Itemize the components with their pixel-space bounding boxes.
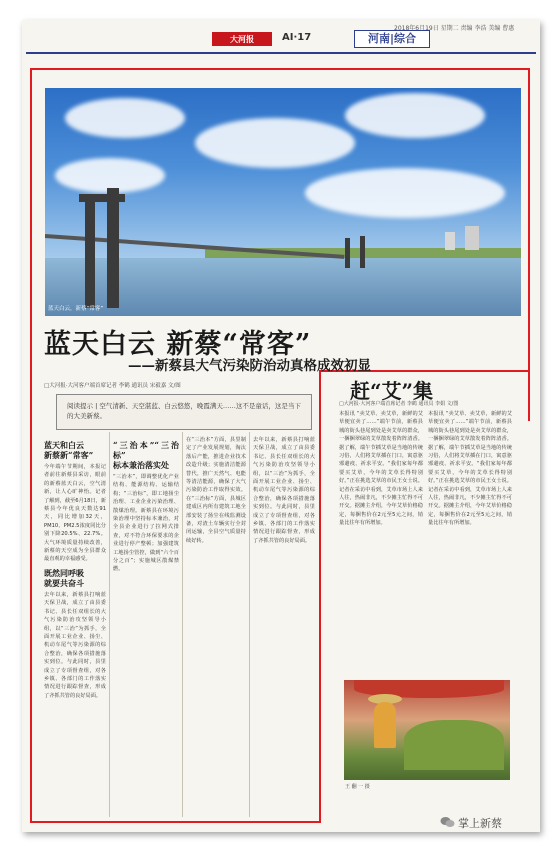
distant-building — [465, 226, 479, 250]
photo-mugwort-pile — [404, 720, 504, 770]
section-body: 今年端午节期间，本报记者前往新蔡县采访，眼前的新蔡蓝天白云，空气清新，让人心旷神怡。记者了解到，截至6月18日，新蔡县今年优良天数达91天，同比增加32天，PM10、PM2.5浓度同比分别下降20.5%、22.7%。大气环境质量持续改善，新蔡的天空成为全县群众最直观的幸福感受。 — [44, 464, 106, 563]
photo-caption: 蓝天白云，新蔡“常客” — [48, 306, 104, 312]
distant-tower — [345, 238, 350, 268]
column-rule — [249, 432, 250, 817]
side-photo — [344, 680, 510, 780]
article-column-1 — [44, 436, 106, 818]
bridge-tower — [107, 188, 119, 308]
wechat-icon — [440, 816, 455, 828]
side-column-2 — [428, 410, 512, 678]
section-body: 在“三治本”方面，县里制定了产业发展规划，淘汰落后产能，推进企业技术改造升级；实施清洁能源替代，推广天然气、电能等清洁能源，确保了大气污染防治工作取得实效。在“三治标”方面，县城区建成区内所有建筑工地全部安装了扬尘在线监测设备，对渣土车辆实行全封闭运输，全县空气质量持续好转。 — [186, 437, 246, 544]
section-body: 去年以来，新蔡县打响蓝天保卫战，成立了由县委书记、县长任双组长的大气污染防治攻坚领导小组，以“三治”为抓手，全面开展工业企业、扬尘、机动车尾气等污染源的综合整治，确保各项措施落实到位。与此同时，县里成立了专项督查组，对各乡镇、各部门的工作落实情况进行跟踪督查，形成了齐抓共管的良好局面。 — [44, 591, 106, 699]
highlight-frame-bottom — [30, 821, 321, 823]
cloud — [65, 98, 185, 138]
side-body: 本报讯 “卖艾草、卖艾草，新鲜的艾草便宜卖了……”端午节前，新蔡县城的街头巷尾到处是卖艾草的群众，一捆捆翠绿的艾草散发着阵阵清香。据了解，端午节插艾草是当地的传统习俗，人们将艾草插在门口，寓意驱邪避疫、祈求平安。“我们家每年都要买艾草，今年的艾草长得特别好。”正在挑选艾草的市民王女士说。记者在采访中看到，艾草市场上人来人往，热闹非凡，不少摊主忙得不可开交。据摊主介绍，今年艾草价格稳定，每捆售价在2元至5元之间，销量比往年有所增加。 — [339, 411, 423, 527]
side-column-1 — [339, 410, 423, 678]
column-rule — [109, 432, 110, 817]
highlight-frame-inner — [319, 370, 321, 823]
section-body: 去年以来，新蔡县打响蓝天保卫战，成立了由县委书记、县长任双组长的大气污染防治攻坚领导小组，以“三治”为抓手，全面开展工业企业、扬尘、机动车尾气等污染源的综合整治，确保各项措施落实到位。与此同时，县里成立了专项督查组，对各乡镇、各部门的工作落实情况进行跟踪督查，形成了齐抓共管的良好局面。 — [253, 437, 315, 544]
article-column-3 — [186, 436, 246, 818]
masthead — [22, 20, 540, 66]
side-story-byline: □大河报·大河客户端首席记者 李鹤 通讯员 李娟 文/图 — [339, 401, 459, 407]
section-heading: 蓝天和白云 新蔡新“常客” — [44, 440, 94, 460]
distant-tower — [360, 236, 365, 268]
article-byline: □大河报·大河客户端首席记者 李鹤 通讯员 宋毅嘉 文/图 — [44, 383, 181, 389]
column-rule — [182, 432, 183, 817]
cloud — [195, 118, 355, 168]
lead-photo — [45, 88, 521, 316]
page-number: AⅠ·17 — [282, 32, 312, 43]
issue-date: 2018年6月19日 星期二 责编 李浩 美编 曹惠 — [394, 25, 515, 32]
watermark-text: 掌上新蔡 — [458, 817, 502, 830]
lead-box: 阅读提示 | 空气清新、天空湛蓝、白云悠悠，晚霞满天……这不是童话，这是当下的大美新蔡。 — [56, 394, 312, 430]
side-photo-caption: 王 翻 一 摄 — [345, 784, 370, 790]
newspaper-logo: 大河报 — [212, 32, 272, 46]
section-heading: “三治本”“三治标” 标本兼治落实处 — [113, 440, 179, 470]
distant-building — [445, 232, 455, 250]
photo-person — [374, 702, 396, 748]
highlight-frame-left — [30, 419, 32, 823]
section-body: “三治本”，即调整优化产业结构、能源结构、运输结构；“三治标”，即工地扬尘治理、工业企业污染治理、散煤治理。新蔡县在环境污染治理中坚持标本兼治，对全县企业进行了拉网式排查，对不符合环保要求的企业进行停产整顿；加强建筑工地扬尘管控，做到“六个百分之百”；实施城区散煤禁燃。 — [113, 474, 179, 573]
side-story-title: 赶“艾”集 — [350, 379, 434, 403]
article-headline: 蓝天白云 新蔡“常客” — [44, 329, 312, 360]
article-column-4 — [253, 436, 315, 818]
section-label: 河南|综合 — [354, 30, 430, 48]
article-column-2 — [113, 436, 179, 818]
cloud — [305, 168, 505, 218]
masthead-rule — [26, 52, 536, 54]
cloud — [345, 93, 485, 138]
bridge-tower — [85, 198, 95, 308]
bridge-tower-cap — [79, 194, 125, 202]
article-subhead: ——新蔡县大气污染防治动真格成效初显 — [128, 358, 371, 374]
side-body: 本报讯 “卖艾草、卖艾草，新鲜的艾草便宜卖了……”端午节前，新蔡县城的街头巷尾到处是卖艾草的群众，一捆捆翠绿的艾草散发着阵阵清香。据了解，端午节插艾草是当地的传统习俗，人们将艾草插在门口，寓意驱邪避疫、祈求平安。“我们家每年都要买艾草，今年的艾草长得特别好。”正在挑选艾草的市民王女士说。记者在采访中看到，艾草市场上人来人往，热闹非凡，不少摊主忙得不可开交。据摊主介绍，今年艾草价格稳定，每捆售价在2元至5元之间，销量比往年有所增加。 — [428, 411, 512, 527]
section-heading: 既然同呼吸 就要共奋斗 — [44, 567, 84, 588]
